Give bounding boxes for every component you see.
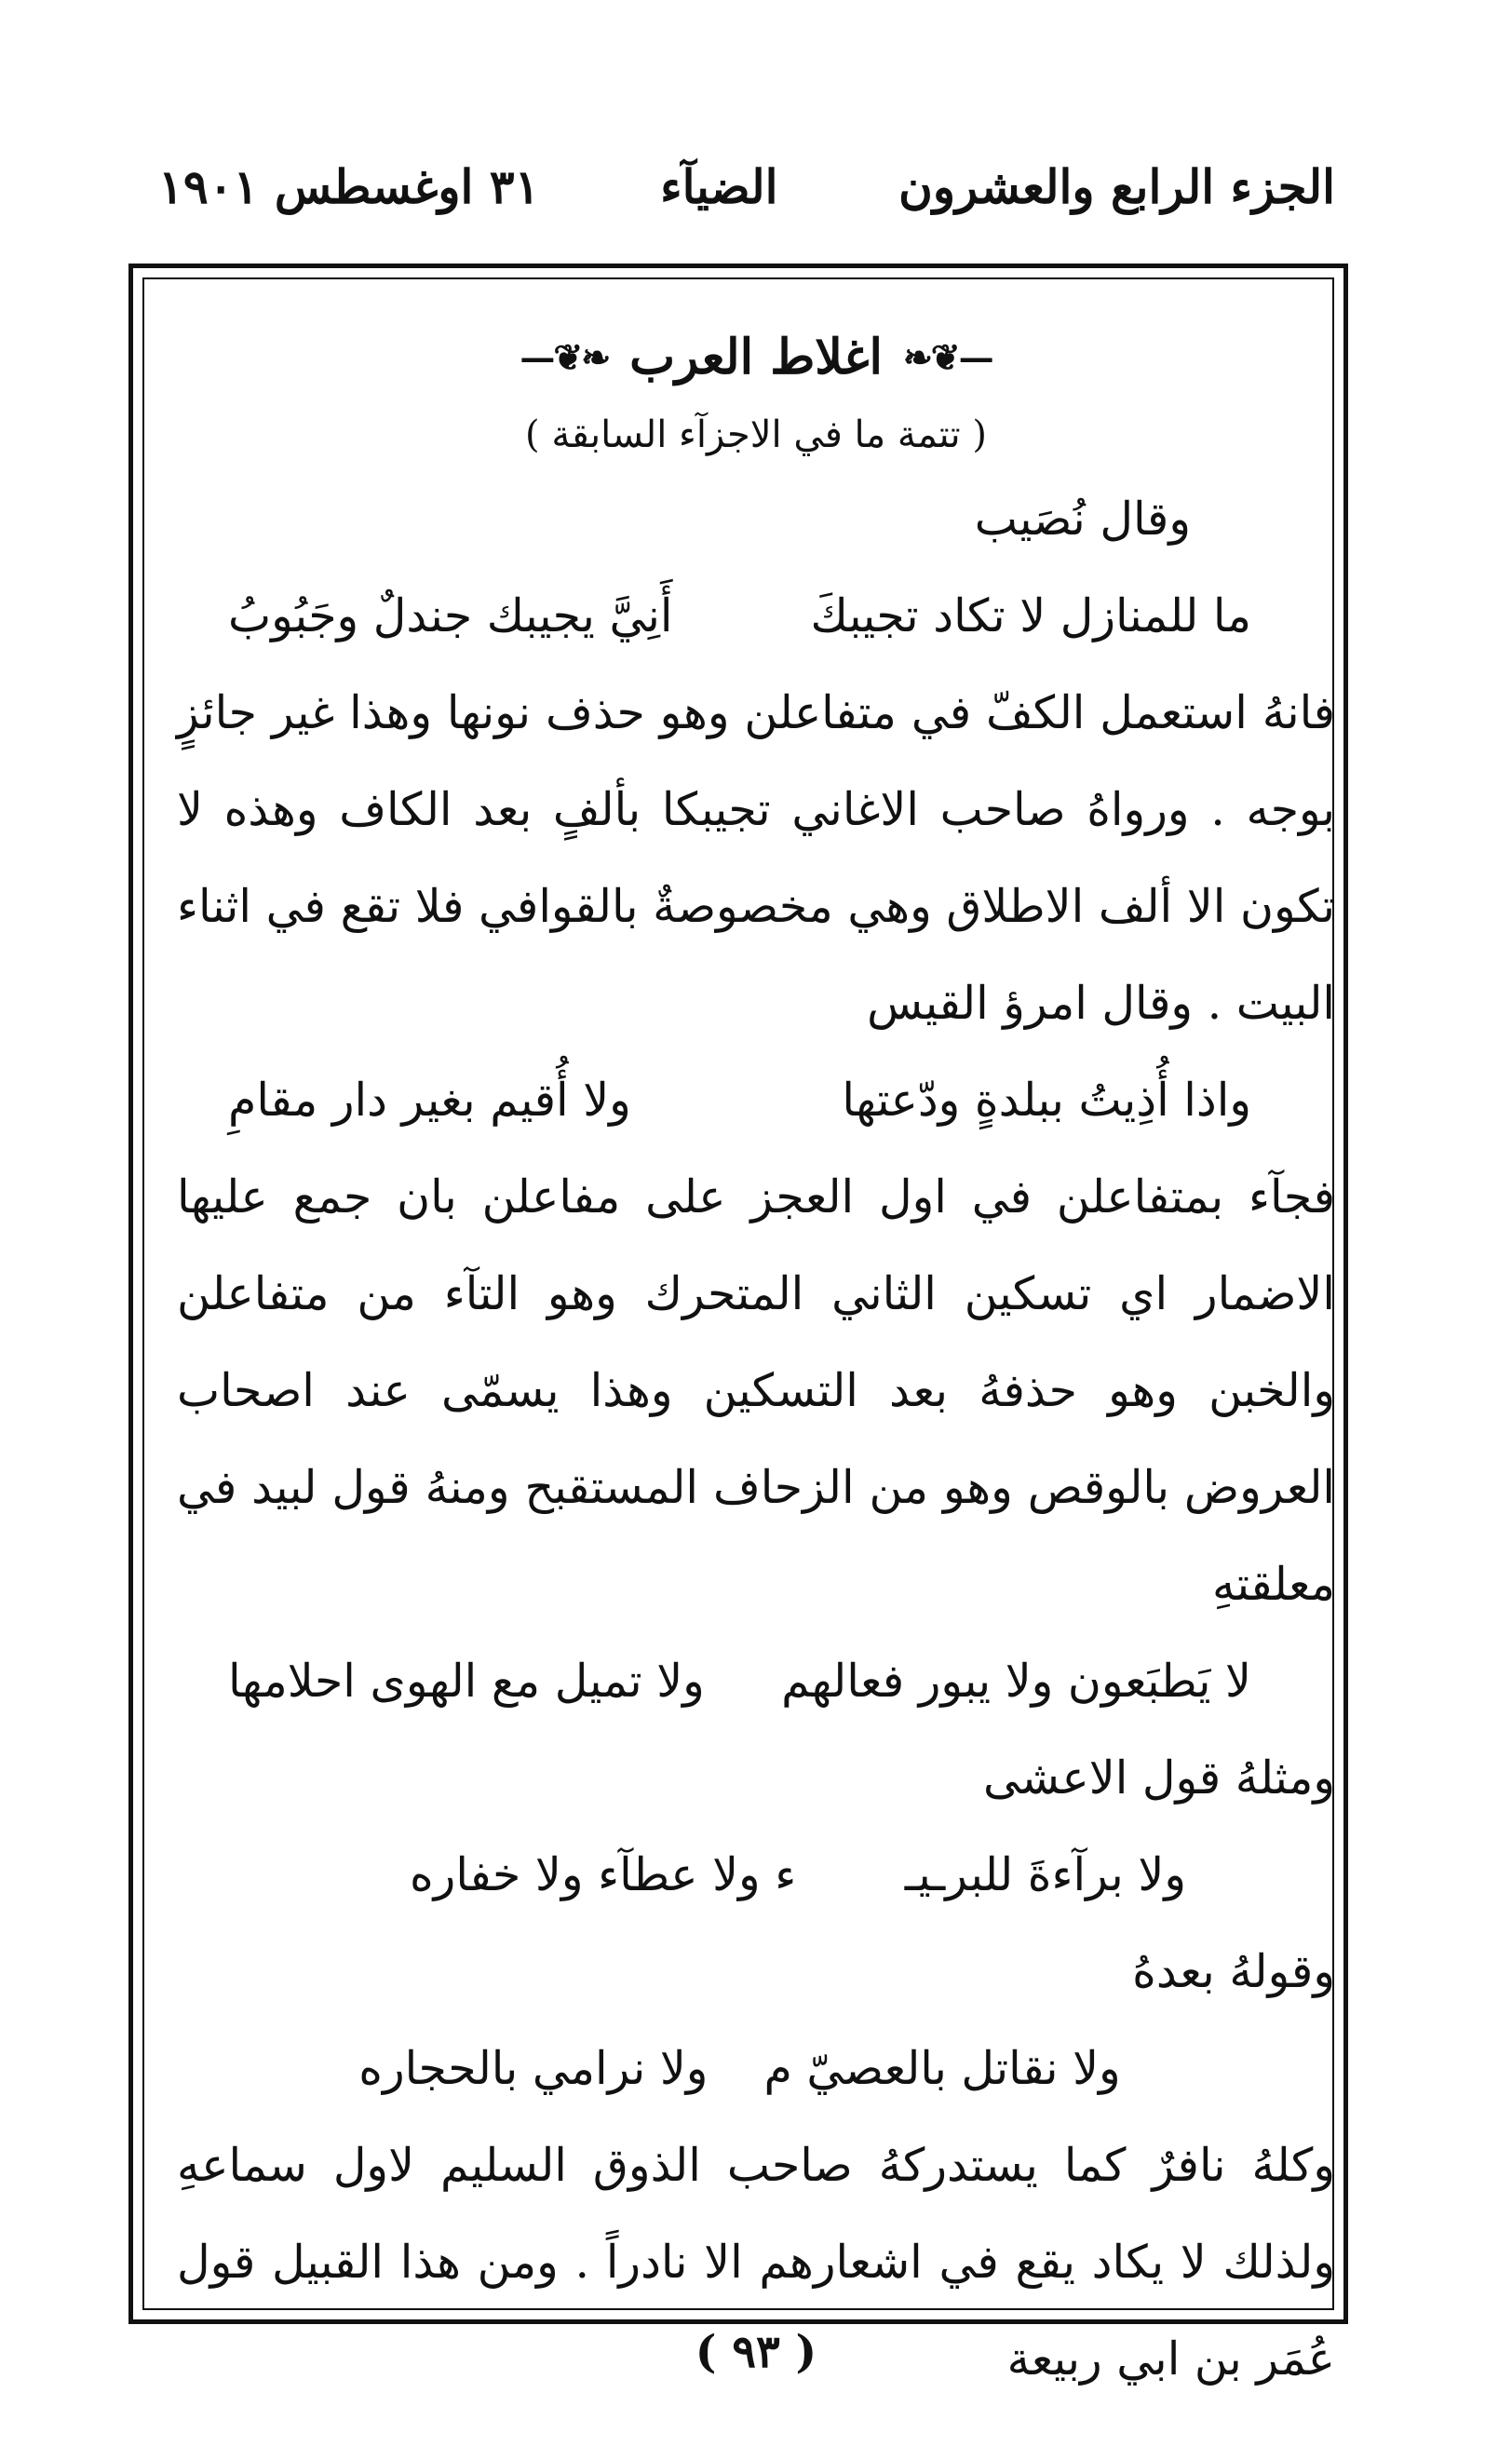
verse-4-hemistich-b: ء ولا عطآء ولا خفاره: [410, 1848, 797, 1901]
verse-2: [177, 1052, 1335, 1149]
verse-1-hemistich-a: ما للمنازل لا تكاد تجيبكَ: [810, 589, 1251, 642]
intro-line: ومثلهُ قول الاعشى: [982, 1751, 1335, 1805]
verse-2-hemistich-a: واذا أُذِيتُ ببلدةٍ ودّعتها: [842, 1074, 1251, 1127]
article-subtitle: ( تتمة ما في الاجزآء السابقة ): [525, 413, 987, 456]
header-journal-title: الضيآء: [660, 158, 778, 214]
header-date: ٣١ اوغسطس ١٩٠١: [158, 158, 540, 214]
verse-1: [177, 568, 1335, 665]
verse-2-hemistich-b: ولا أُقيم بغير دار مقامِ: [228, 1074, 631, 1127]
intro-line: وقولهُ بعدهُ: [1132, 1945, 1335, 1998]
article-title: اغلاط العرب: [629, 329, 883, 385]
verse-3-hemistich-a: لا يَطبَعون ولا يبور فعالهم: [781, 1655, 1251, 1708]
verse-3-hemistich-b: ولا تميل مع الهوى احلامها: [228, 1655, 705, 1708]
verse-1-hemistich-b: أَنِيَّ يجيبك جندلٌ وجَبُوبُ: [228, 589, 673, 642]
header-volume: الجزء الرابع والعشرون: [898, 158, 1335, 214]
verse-5: [177, 2021, 1335, 2117]
paragraph-3: وكلهُ نافرٌ كما يستدركهُ صاحب الذوق السليم لاول سماعهِ ولذلك لا يكاد يقع في اشعارهم الا نادراً . ومن هذا القبيل قول عُمَر بن ابي ربيعة: [177, 2139, 1335, 2386]
running-head: [158, 140, 1335, 233]
ornament-left-icon: ❧❦—: [520, 336, 610, 378]
article-title-line: [177, 317, 1335, 399]
verse-3: [177, 1633, 1335, 1730]
intro-line: وقال نُصَيب: [974, 493, 1191, 546]
verse-5-hemistich-b: ولا نرامي بالحجاره: [358, 2042, 709, 2095]
verse-4: [177, 1827, 1335, 1924]
paragraph-1: فانهُ استعمل الكفّ في متفاعلن وهو حذف نونها وهذا غير جائزٍ بوجه . ورواهُ صاحب الاغاني تجيبكا بألفٍ بعد الكاف وهذه لا تكون الا ألف الاطلاق وهي مخصوصةٌ بالقوافي فلا تقع في اثناء البيت . وقال امرؤ القيس: [177, 686, 1335, 1030]
verse-5-hemistich-a: ولا نقاتل بالعصيّ م: [763, 2042, 1121, 2095]
article-body: [177, 317, 1335, 2408]
paragraph-2: فجآء بمتفاعلن في اول العجز على مفاعلن بان جمع عليها الاضمار اي تسكين الثاني المتحرك وهو التآء من متفاعلن والخبن وهو حذفهُ بعد التسكين وهذا يسمّى عند اصحاب العروض بالوقص وهو من الزحاف المستقبح ومنهُ قول لبيد في معلقتهِ: [177, 1170, 1335, 1611]
page-number: ( ٩٣ ): [695, 2326, 817, 2378]
ornament-right-icon: —❦❧: [902, 336, 992, 378]
verse-4-hemistich-a: ولا برآءةَ للبرـيـ: [904, 1848, 1186, 1901]
